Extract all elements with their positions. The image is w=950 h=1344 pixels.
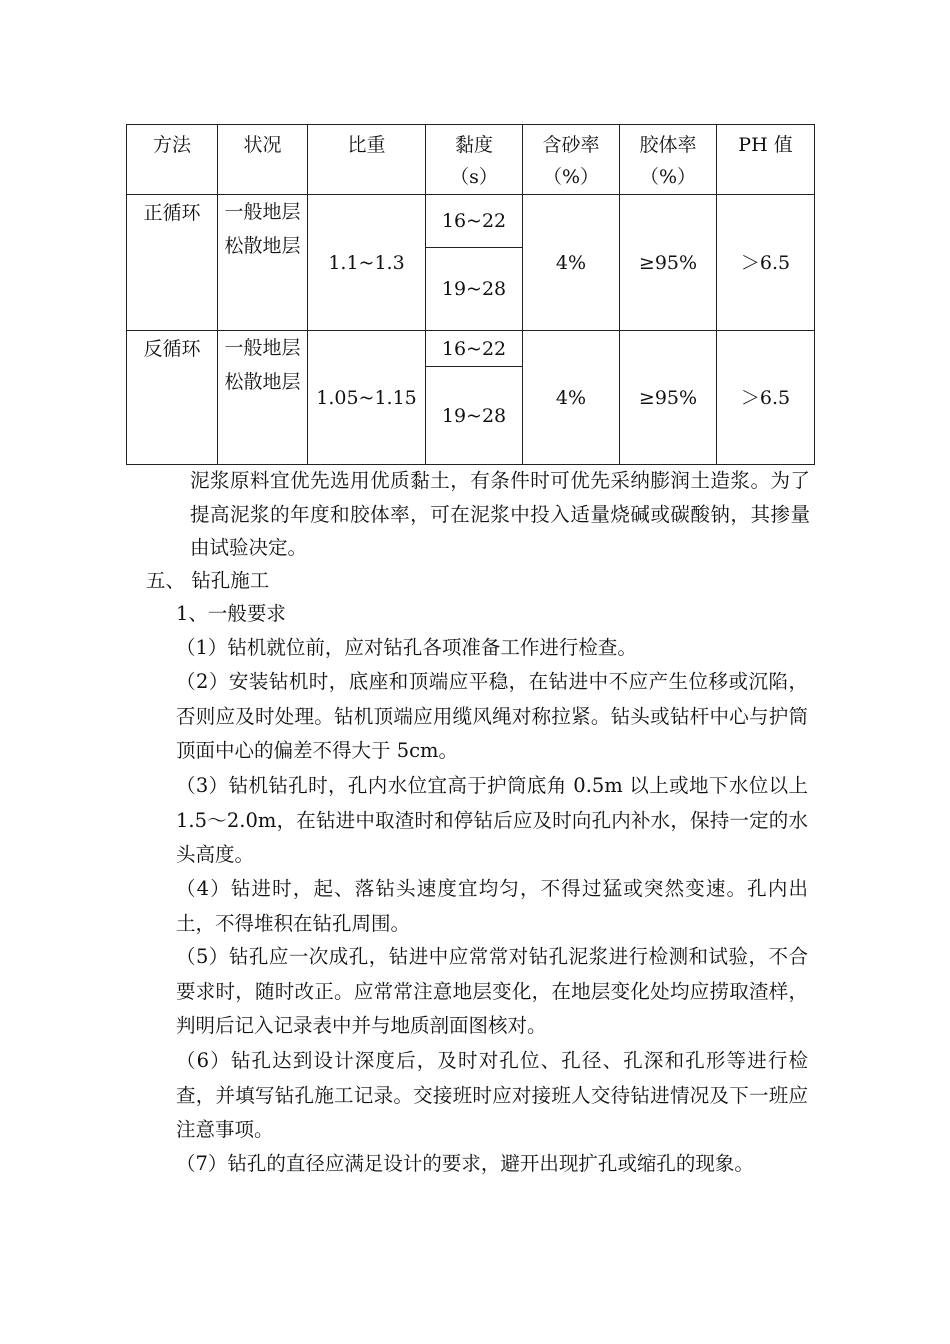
header-sand-unit: （%） bbox=[542, 166, 600, 188]
header-viscosity-unit: （s） bbox=[450, 166, 498, 188]
requirement-item-1: （1）钻机就位前，应对钻孔各项准备工作进行检查。 bbox=[176, 636, 637, 659]
header-density: 比重 bbox=[308, 125, 426, 195]
requirement-item-6: （6）钻孔达到设计深度后，及时对孔位、孔径、孔深和孔形等进行检查，并填写钻孔施工记录。交接班时应对接班人交待钻进情况及下一班应注意事项。 bbox=[176, 1049, 808, 1141]
table-header-row bbox=[127, 125, 815, 195]
requirement-item-2: （2）安装钻机时，底座和顶端应平稳，在钻进中不应产生位移或沉陷，否则应及时处理。钻机顶端应用缆风绳对称拉紧。钻头或钻杆中心与护筒顶面中心的偏差不得大于 5cm。 bbox=[176, 670, 808, 762]
cell-status bbox=[218, 195, 308, 331]
cell-sand: 4% bbox=[523, 195, 620, 331]
subsection-title: 1、一般要求 bbox=[176, 602, 286, 625]
cell-status-a: 一般地层 bbox=[224, 337, 301, 359]
requirement-item-3: （3）钻机钻孔时，孔内水位宜高于护筒底角 0.5m 以上或地下水位以上 1.5～2.0m，在钻进中取渣时和停钻后应及时向孔内补水，保持一定的水头高度。 bbox=[176, 774, 808, 866]
header-viscosity bbox=[426, 125, 523, 195]
cell-viscosity-b: 19~28 bbox=[426, 248, 523, 331]
cell-viscosity-b: 19~28 bbox=[426, 367, 523, 465]
cell-status-b: 松散地层 bbox=[224, 371, 301, 393]
cell-status bbox=[218, 331, 308, 465]
cell-ph: ＞6.5 bbox=[717, 195, 815, 331]
cell-status-a: 一般地层 bbox=[224, 201, 301, 223]
mud-parameters-table bbox=[126, 124, 815, 465]
table-row bbox=[127, 195, 815, 248]
header-colloid bbox=[620, 125, 717, 195]
cell-density: 1.05~1.15 bbox=[308, 331, 426, 465]
cell-status-b: 松散地层 bbox=[224, 235, 301, 257]
header-viscosity-label: 黏度 bbox=[454, 134, 493, 156]
cell-viscosity-a: 16~22 bbox=[426, 331, 523, 367]
cell-sand: 4% bbox=[523, 331, 620, 465]
cell-method: 正循环 bbox=[127, 195, 218, 331]
cell-viscosity-a: 16~22 bbox=[426, 195, 523, 248]
table-row bbox=[127, 331, 815, 367]
section-title: 五、 钻孔施工 bbox=[146, 569, 270, 592]
cell-method: 反循环 bbox=[127, 331, 218, 465]
header-colloid-unit: （%） bbox=[639, 166, 697, 188]
header-ph: PH 值 bbox=[717, 125, 815, 195]
cell-colloid: ≥95% bbox=[620, 331, 717, 465]
mud-note-paragraph: 泥浆原料宜优先选用优质黏土，有条件时可优先采纳膨润土造浆。为了提高泥浆的年度和胶体率，可在泥浆中投入适量烧碱或碳酸钠，其掺量由试验决定。 bbox=[190, 469, 810, 559]
header-sand-label: 含砂率 bbox=[542, 134, 600, 156]
header-colloid-label: 胶体率 bbox=[639, 134, 697, 156]
requirement-item-5: （5）钻孔应一次成孔，钻进中应常常对钻孔泥浆进行检测和试验，不合要求时，随时改正。应常常注意地层变化，在地层变化处均应捞取渣样，判明后记入记录表中并与地质剖面图核对。 bbox=[176, 945, 808, 1037]
header-method: 方法 bbox=[127, 125, 218, 195]
cell-density: 1.1~1.3 bbox=[308, 195, 426, 331]
header-sand bbox=[523, 125, 620, 195]
cell-colloid: ≥95% bbox=[620, 195, 717, 331]
header-status: 状况 bbox=[218, 125, 308, 195]
requirement-item-7: （7）钻孔的直径应满足设计的要求，避开出现扩孔或缩孔的现象。 bbox=[176, 1152, 754, 1175]
cell-ph: ＞6.5 bbox=[717, 331, 815, 465]
requirement-item-4: （4）钻进时，起、落钻头速度宜均匀，不得过猛或突然变速。孔内出土，不得堆积在钻孔周围。 bbox=[176, 877, 808, 935]
